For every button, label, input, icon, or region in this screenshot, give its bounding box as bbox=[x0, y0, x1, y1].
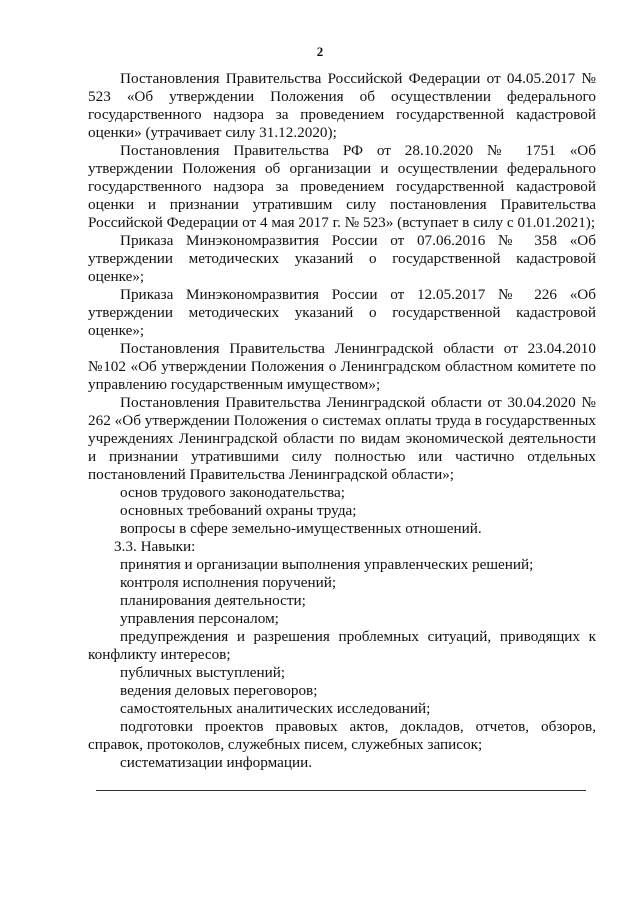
skill-item: управления персоналом; bbox=[120, 610, 279, 627]
paragraph-resolution-262: Постановления Правительства Ленинградской области от 30.04.2020 № 262 «Об утверждении Положения о системах оплаты труда в государственных учреждениях Ленинградской области по видам экономической деятельности и признании утратившими силу полностью или частично отдельных постановлений Правительства Ленинградской области»; bbox=[88, 394, 596, 483]
paragraph-order-226: Приказа Минэкономразвития России от 12.05.2017 № 226 «Об утверждении методических указаний о государственной кадастровой оценке»; bbox=[88, 286, 596, 339]
skill-item: самостоятельных аналитических исследований; bbox=[120, 700, 431, 717]
skill-item: предупреждения и разрешения проблемных ситуаций, приводящих к конфликту интересов; bbox=[88, 628, 596, 663]
skill-item: публичных выступлений; bbox=[120, 664, 286, 681]
skill-item: планирования деятельности; bbox=[120, 592, 306, 609]
paragraph-order-358: Приказа Минэкономразвития России от 07.06.2016 № 358 «Об утверждении методических указаний о государственной кадастровой оценке»; bbox=[88, 232, 596, 285]
paragraph-resolution-102: Постановления Правительства Ленинградской области от 23.04.2010 №102 «Об утверждении Положения о Ленинградском областном комитете по управлению государственным имуществом»; bbox=[88, 340, 596, 393]
paragraph-resolution-523: Постановления Правительства Российской Федерации от 04.05.2017 № 523 «Об утверждении Положения об осуществлении федерального государственного надзора за проведением государственной кадастровой оценки» (утрачивает силу 31.12.2020); bbox=[88, 70, 596, 141]
skill-item: контроля исполнения поручений; bbox=[120, 574, 337, 591]
page-number: 2 bbox=[316, 44, 324, 59]
knowledge-item: вопросы в сфере земельно-имущественных отношений. bbox=[120, 520, 482, 537]
knowledge-item: основ трудового законодательства; bbox=[120, 484, 345, 501]
skill-item: систематизации информации. bbox=[120, 754, 313, 771]
skill-item: подготовки проектов правовых актов, докладов, отчетов, обзоров, справок, протоколов, служебных писем, служебных записок; bbox=[88, 718, 596, 753]
knowledge-item: основных требований охраны труда; bbox=[120, 502, 357, 519]
skills-heading: 3.3. Навыки: bbox=[114, 538, 196, 555]
skill-item: ведения деловых переговоров; bbox=[120, 682, 318, 699]
document-body bbox=[88, 70, 596, 772]
footer-divider bbox=[96, 790, 586, 791]
paragraph-resolution-1751: Постановления Правительства РФ от 28.10.2020 № 1751 «Об утверждении Положения об организации и осуществлении федерального государственного надзора за проведением государственной кадастровой оценки и признании утратившим силу постановления Правительства Российской Федерации от 4 мая 2017 г. № 523» (вступает в силу с 01.01.2021); bbox=[88, 142, 596, 231]
skill-item: принятия и организации выполнения управленческих решений; bbox=[120, 556, 534, 573]
